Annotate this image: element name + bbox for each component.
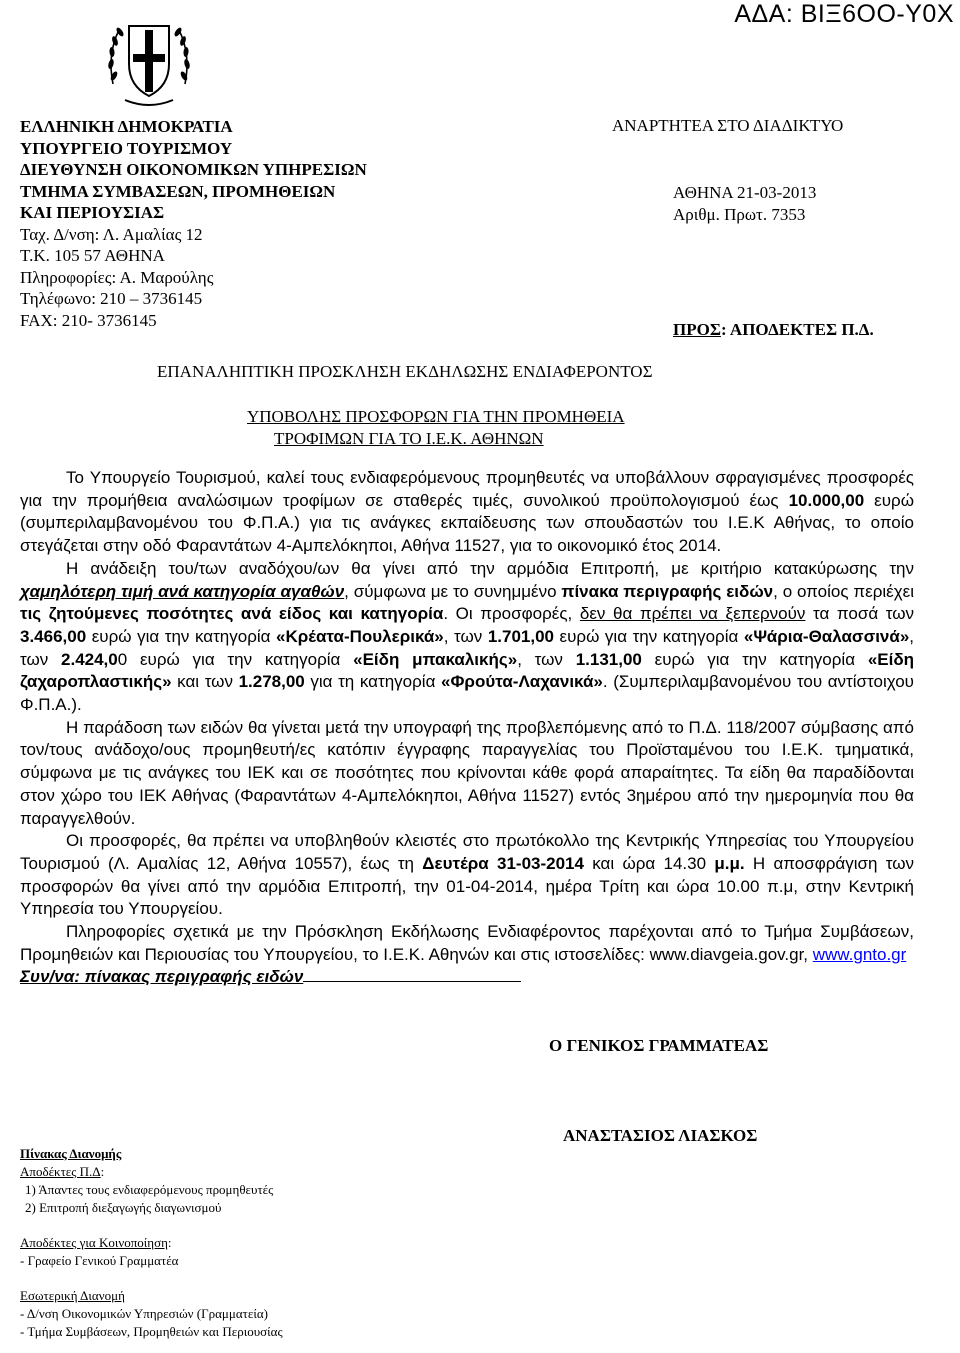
- quantities-note: τις ζητούμενες ποσότητες ανά είδος και κατηγορία: [20, 604, 444, 624]
- p2-text: , σύμφωνα με το συνημμένο: [344, 581, 562, 601]
- p1-amount: 10.000,00: [788, 490, 865, 510]
- sender-line: ΕΛΛΗΝΙΚΗ ΔΗΜΟΚΡΑΤΙΑ: [20, 117, 233, 136]
- paragraph-2: [20, 558, 914, 717]
- posting-notice: ΑΝΑΡΤΗΤΕΑ ΣΤΟ ΔΙΑΔΙΚΤΥΟ: [612, 116, 844, 135]
- p2-text: . Οι προσφορές,: [443, 604, 580, 624]
- ada-code: ΑΔΑ: ΒΙΞ6ΟΟ-Υ0Χ: [734, 0, 954, 28]
- recipient-value: : ΑΠΟΔΕΚΤΕΣ Π.Δ.: [720, 320, 874, 339]
- paragraph-1: [20, 467, 914, 558]
- paragraph-4: [20, 830, 914, 921]
- sender-line: ΚΑΙ ΠΕΡΙΟΥΣΙΑΣ: [20, 203, 165, 222]
- p2-text: ευρώ για την κατηγορία: [86, 626, 277, 646]
- recipient-item: 1) Άπαντες τους ενδιαφερόμενους προμηθευτές: [25, 1182, 274, 1197]
- signatory-name: ΑΝΑΣΤΑΣΙΟΣ ΛΙΑΣΚΟΣ: [563, 1126, 758, 1145]
- body-text: [20, 467, 914, 989]
- signatory-title: Ο ΓΕΝΙΚΟΣ ΓΡΑΜΜΑΤΕΑΣ: [549, 1036, 769, 1055]
- sender-line: Πληροφορίες: Α. Μαρούλης: [20, 267, 214, 287]
- internal-item: - Δ/νση Οικονομικών Υπηρεσιών (Γραμματεία): [20, 1306, 269, 1321]
- p2-text: ευρώ για την κατηγορία: [641, 649, 868, 669]
- p2-text: , ο οποίος περιέχει: [773, 581, 914, 601]
- limit-note: δεν θα πρέπει να ξεπερνούν: [579, 604, 806, 624]
- distribution-list: [20, 1145, 283, 1341]
- spacer: [20, 1217, 283, 1234]
- internal-item: - Τμήμα Συμβάσεων, Προμηθειών και Περιουσίας: [20, 1324, 283, 1339]
- amount-meat: 3.466,00: [20, 626, 87, 646]
- p2-text: 0 ευρώ για την κατηγορία: [117, 649, 354, 669]
- title-line-2: ΥΠΟΒΟΛΗΣ ΠΡΟΣΦΟΡΩΝ ΓΙΑ ΤΗΝ ΠΡΟΜΗΘΕΙΑ: [247, 407, 625, 426]
- recipients-colon: :: [100, 1164, 105, 1179]
- paragraph-3: Η παράδοση των ειδών θα γίνεται μετά την υπογραφή της προβλεπόμενης από το Π.Δ. 118/2007 σύμβασης από τον/τους ανάδοχο/ους προμηθευτή/ες κατόπιν έγγραφης παραγγελίας του Προϊσταμένου του Ι.Ε.Κ. τμηματικά, σύμφωνα με τις ανάγκες του ΙΕΚ και σε ποσότητες που κρίνονται κάθε φορά απαραίτητες. Τα είδη θα παραδίδονται στον χώρο του ΙΕΚ Αθήνας (Φαραντάτων 4-Αμπελόκηποι, Αθήνα 11527) εντός 3ημέρου από την ημερομηνία που θα παραγγελθούν.: [20, 717, 914, 828]
- p1-text-a: Το Υπουργείο Τουρισμού, καλεί τους ενδιαφερόμενους προμηθευτές να υποβάλλουν σφραγισμένες προσφορές για την προμήθεια αναλώσιμων τροφίμων σε σταθερές τιμές, συνολικού προϋπολογισμού έως: [20, 468, 914, 510]
- p2-text: ευρώ για την κατηγορία: [554, 626, 744, 646]
- p2-text: και των: [171, 672, 239, 692]
- sender-line: ΤΜΗΜΑ ΣΥΜΒΑΣΕΩΝ, ΠΡΟΜΗΘΕΙΩΝ: [20, 181, 336, 201]
- sender-line: ΔΙΕΥΘΥΝΣΗ ΟΙΚΟΝΟΜΙΚΩΝ ΥΠΗΡΕΣΙΩΝ: [20, 160, 367, 179]
- p2-text: , των: [517, 649, 576, 669]
- recipient-item: 2) Επιτροπή διεξαγωγής διαγωνισμού: [25, 1200, 222, 1215]
- category-fruit: «Φρούτα-Λαχανικά»: [441, 672, 603, 692]
- greek-emblem-icon: [105, 14, 193, 112]
- p2-text: , των: [20, 626, 915, 669]
- recipient-label: ΠΡΟΣ: [673, 320, 721, 339]
- notify-heading: [20, 1234, 283, 1252]
- p4-text: και ώρα 14.30: [583, 853, 715, 873]
- recipients-heading: [20, 1163, 283, 1181]
- p2-text: . (Συμπεριλαμβανομένου του αντίστοιχου Φ.Π.Α.).: [20, 672, 914, 715]
- internal-heading: Εσωτερική Διανομή: [20, 1288, 125, 1303]
- p5-text: Πληροφορίες σχετικά με την Πρόσκληση Εκδήλωσης Ενδιαφέροντος παρέχονται από το Τμήμα Συμβάσεων, Προμηθειών και Περιουσίας του Υπουργείου, το Ι.Ε.Κ. Αθηνών και στις ιστοσελίδες: www.diavgeia.gov.gr,: [20, 922, 914, 964]
- amount-grocery: 2.424,0: [61, 649, 118, 669]
- sender-line: FAX: 210- 3736145: [20, 310, 157, 330]
- title-line-1: ΕΠΑΝΑΛΗΠΤΙΚΗ ΠΡΟΣΚΛΗΣΗ ΕΚΔΗΛΩΣΗΣ ΕΝΔΙΑΦΕΡΟΝΤΟΣ: [157, 362, 653, 381]
- p2-text: για τη κατηγορία: [304, 672, 442, 692]
- category-meat: «Κρέατα-Πουλερικά»: [276, 626, 444, 646]
- amount-fruit: 1.278,00: [238, 672, 305, 692]
- category-grocery: «Είδη μπακαλικής»: [353, 649, 518, 669]
- notify-colon: :: [167, 1235, 172, 1250]
- amount-fish: 1.701,00: [487, 626, 555, 646]
- sender-line: Τ.Κ. 105 57 ΑΘΗΝΑ: [20, 246, 165, 265]
- sender-block: [20, 116, 367, 331]
- attachment-label: Συν/να: πίνακας περιγραφής ειδών: [20, 967, 304, 987]
- recipients-label: Αποδέκτες Π.Δ: [20, 1164, 101, 1179]
- sender-line: Ταχ. Δ/νση: Λ. Αμαλίας 12: [20, 224, 203, 244]
- amount-pastry: 1.131,00: [575, 649, 642, 669]
- distribution-heading: Πίνακας Διανομής: [20, 1146, 122, 1161]
- gnto-link[interactable]: www.gnto.gr: [812, 944, 907, 964]
- protocol-number: Αριθμ. Πρωτ. 7353: [673, 205, 806, 224]
- p2-text: Η ανάδειξη του/των αναδόχου/ων θα γίνει από την αρμόδια Επιτροπή, με κριτήριο κατακύρωσης την: [66, 558, 914, 578]
- p4-text: Οι προσφορές, θα πρέπει να υποβληθούν κλειστές στο πρωτόκολλο της Κεντρικής Υπηρεσίας του Υπουργείου Τουρισμού (Λ. Αμαλίας 12, Αθήνα 10557), έως τη: [20, 831, 914, 873]
- paragraph-5: [20, 921, 914, 966]
- document-date: ΑΘΗΝΑ 21-03-2013: [673, 183, 817, 202]
- award-criterion: χαμηλότερη τιμή ανά κατηγορία αγαθών: [20, 581, 345, 601]
- spacer: [20, 1270, 283, 1287]
- category-pastry: «Είδη ζαχαροπλαστικής»: [20, 649, 915, 692]
- p1-text-b: ευρώ (συμπεριλαμβανομένου του Φ.Π.Α.) για τις ανάγκες εκπαίδευσης των σπουδαστών του Ι.Ε.Κ Αθήνας, το οποίο στεγάζεται στην οδό Φαραντάτων 4-Αμπελόκηποι, Αθήνα 11527, για το οικονομικό έτος 2014.: [20, 490, 914, 556]
- p2-text: τα ποσά των: [805, 604, 914, 624]
- p2-text: , των: [443, 626, 488, 646]
- attachment-underline: [303, 980, 521, 982]
- category-fish: «Ψάρια-Θαλασσινά»: [743, 626, 910, 646]
- notify-item: - Γραφείο Γενικού Γραμματέα: [20, 1253, 179, 1268]
- attachment-line: [20, 966, 914, 989]
- deadline: Δευτέρα 31-03-2014: [422, 853, 584, 873]
- notify-label: Αποδέκτες για Κοινοποίηση: [20, 1235, 168, 1250]
- table-reference: πίνακα περιγραφής ειδών: [561, 581, 774, 601]
- sender-line: Τηλέφωνο: 210 – 3736145: [20, 289, 203, 308]
- sender-line: ΥΠΟΥΡΓΕΙΟ ΤΟΥΡΙΣΜΟΥ: [20, 138, 233, 158]
- deadline-pm: μ.μ.: [714, 853, 745, 873]
- title-line-3: ΤΡΟΦΙΜΩΝ ΓΙΑ ΤΟ Ι.Ε.Κ. ΑΘΗΝΩΝ: [274, 429, 544, 448]
- p4-text: Η αποσφράγιση των προσφορών θα γίνει από την αρμόδια Επιτροπή, την 01-04-2014, ημέρα Τρίτη και ώρα 10.00 π.μ, στην Κεντρική Υπηρεσία του Υπουργείου.: [20, 853, 915, 919]
- recipient: [673, 320, 874, 340]
